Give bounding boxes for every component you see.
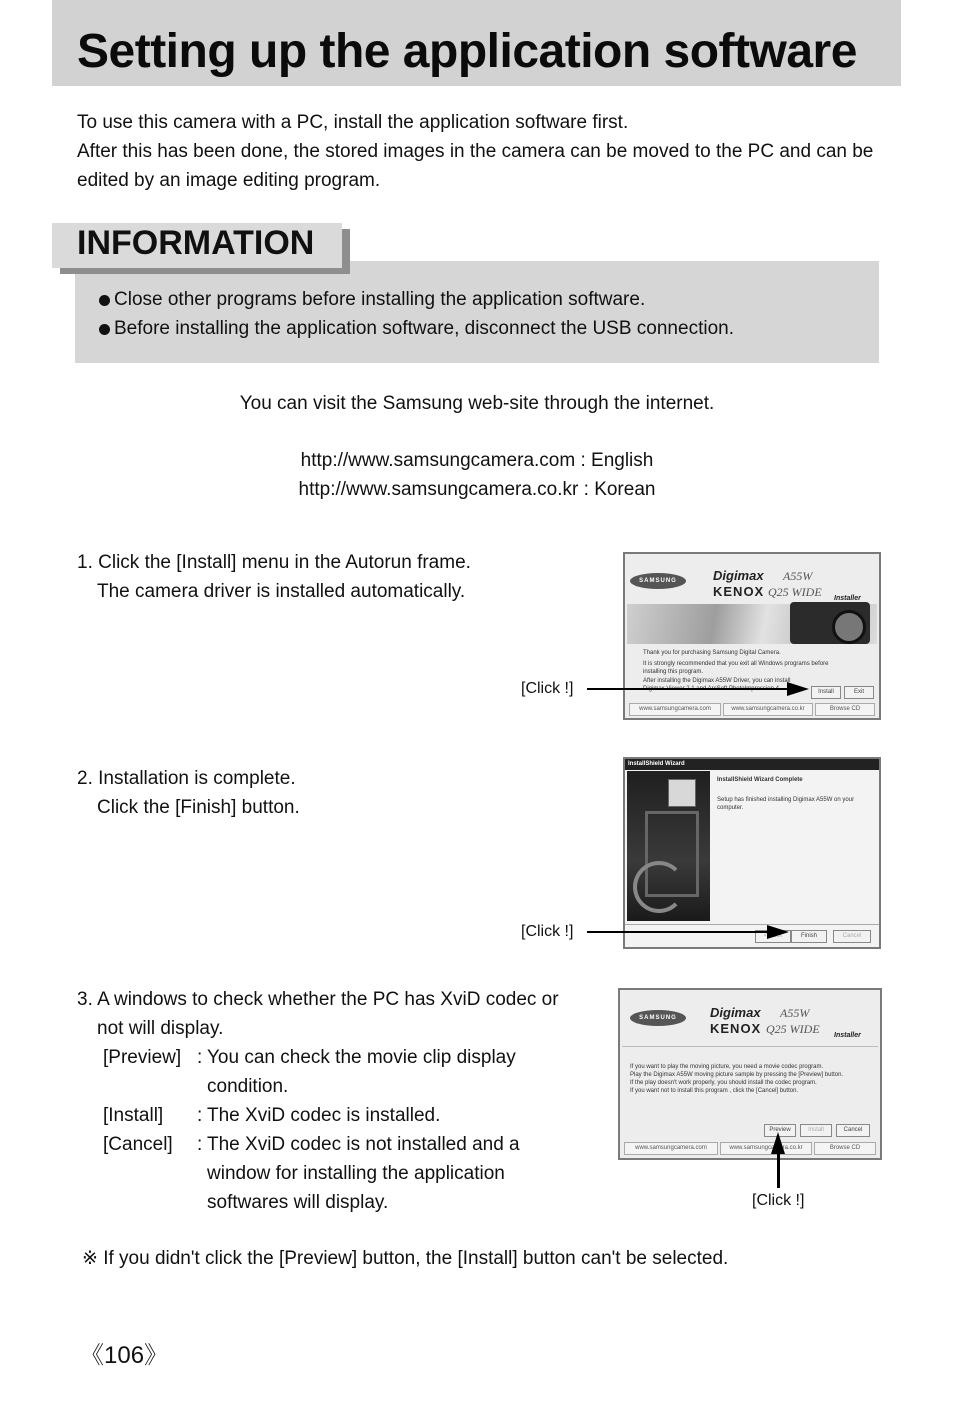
codec-line-1: If you want to play the moving picture, you need a movie codec program. (630, 1064, 824, 1070)
wizard-window-title: InstallShield Wizard (628, 761, 685, 767)
codec-line-3: If the play doesn't work properly, you should install the codec program. (630, 1080, 817, 1086)
samsung-logo: SAMSUNG (630, 1010, 686, 1026)
option-desc (207, 1130, 527, 1217)
option-colon: : (197, 1134, 203, 1155)
option-install (77, 1101, 577, 1130)
step-1 (77, 548, 471, 606)
codec-screenshot (618, 988, 882, 1160)
kenox-brand: KENOX (710, 1021, 762, 1036)
option-preview (77, 1043, 577, 1101)
step-1-line-1: 1. Click the [Install] menu in the Autorun frame. (77, 552, 471, 573)
install-button[interactable]: Install (800, 1124, 832, 1137)
url-korean[interactable]: www.samsungcamera.co.kr (720, 1142, 812, 1155)
click-label-2: [Click !] (521, 923, 574, 940)
exit-button[interactable]: Exit (844, 686, 874, 699)
arrow-1-head (787, 682, 809, 696)
footnote: ※ If you didn't click the [Preview] button, the [Install] button can't be selected. (82, 1248, 729, 1269)
kenox-brand: KENOX (713, 584, 765, 599)
website-korean-link[interactable]: http://www.samsungcamera.co.kr : Korean (298, 479, 656, 500)
option-key: [Cancel] (103, 1134, 173, 1155)
step-2-line-2: Click the [Finish] button. (97, 797, 300, 818)
step-1-line-2: The camera driver is installed automatically. (97, 581, 466, 602)
model-q25: Q25 WIDE (768, 585, 822, 599)
option-key: [Preview] (103, 1047, 182, 1068)
arrow-1-line (587, 688, 787, 690)
back-button[interactable]: < Back (755, 930, 791, 943)
step-2 (77, 764, 300, 822)
cancel-button[interactable]: Cancel (836, 1124, 870, 1137)
option-desc-line: softwares will display. (207, 1192, 389, 1213)
option-desc-line: window for installing the application (207, 1163, 505, 1184)
installer-screenshot (623, 552, 881, 720)
website-english-link[interactable]: http://www.samsungcamera.com : English (300, 450, 654, 471)
model-a55w: A55W (780, 1006, 810, 1020)
click-label-1: [Click !] (521, 680, 574, 697)
intro-text (77, 108, 877, 195)
install-button[interactable]: Install (811, 686, 841, 699)
url-korean[interactable]: www.samsungcamera.co.kr (723, 703, 813, 716)
option-cancel (77, 1130, 577, 1217)
information-item: Close other programs before installing the application software. (96, 285, 734, 314)
model-a55w: A55W (783, 569, 813, 583)
codec-line-4: If you want not to install this program , click the [Cancel] button. (630, 1088, 799, 1094)
step-3-line-1: 3. A windows to check whether the PC has XviD codec or (77, 989, 559, 1010)
step-2-line-1: 2. Installation is complete. (77, 768, 296, 789)
installer-line-2: It is strongly recommended that you exit all Windows programs before installing this program. (643, 661, 829, 675)
option-desc (207, 1043, 527, 1101)
page-title: Setting up the application software (77, 25, 857, 78)
wizard-heading: InstallShield Wizard Complete (717, 777, 803, 783)
installer-label: Installer (834, 1032, 861, 1039)
wizard-divider (625, 924, 879, 925)
codec-divider (622, 1046, 878, 1047)
information-item: Before installing the application software, disconnect the USB connection. (96, 314, 734, 343)
finish-button[interactable]: Finish (791, 930, 827, 943)
information-heading: INFORMATION (77, 224, 315, 262)
arrow-3-head (771, 1132, 785, 1154)
installer-line-3: After installing the Digimax A55W Driver, you can install (643, 678, 791, 684)
preview-button[interactable]: Preview (764, 1124, 796, 1137)
option-colon: : (197, 1105, 203, 1126)
codec-line-2: Play the Digimax A55W moving picture sample by pressing the [Preview] button. (630, 1072, 844, 1078)
option-desc-line: The XviD codec is not installed and a (207, 1134, 520, 1155)
wizard-cancel-button[interactable]: Cancel (833, 930, 871, 943)
information-list (96, 285, 734, 343)
installer-label: Installer (834, 595, 861, 602)
url-english[interactable]: www.samsungcamera.com (624, 1142, 718, 1155)
intro-line-2: After this has been done, the stored images in the camera can be moved to the PC and can be edited by an image editing program. (77, 141, 874, 191)
model-q25: Q25 WIDE (766, 1022, 820, 1036)
option-desc-line: The XviD codec is installed. (207, 1105, 441, 1126)
browse-cd-button[interactable]: Browse CD (814, 1142, 876, 1155)
digimax-brand: Digimax (710, 1005, 761, 1020)
arrow-2-line (587, 931, 767, 933)
installer-line-1: Thank you for purchasing Samsung Digital Camera. (643, 650, 781, 656)
camera-image (790, 602, 870, 644)
samsung-logo: SAMSUNG (630, 573, 686, 589)
wizard-message: Setup has finished installing Digimax A55W on your computer. (717, 797, 855, 811)
intro-line-1: To use this camera with a PC, install the application software first. (77, 112, 629, 133)
wizard-screenshot (623, 757, 881, 949)
arrow-2-head (767, 925, 789, 939)
click-label-3: [Click !] (752, 1192, 805, 1209)
url-english[interactable]: www.samsungcamera.com (629, 703, 721, 716)
arrow-3-line (777, 1152, 780, 1188)
option-desc-line: You can check the movie clip display (207, 1047, 516, 1068)
digimax-brand: Digimax (713, 568, 764, 583)
browse-cd-button[interactable]: Browse CD (815, 703, 875, 716)
option-desc-line: condition. (207, 1076, 289, 1097)
step-3-line-2: not will display. (97, 1018, 224, 1039)
page-number: 《106》 (80, 1342, 169, 1369)
option-key: [Install] (103, 1105, 164, 1126)
step-3 (77, 985, 577, 1217)
option-desc (207, 1101, 527, 1130)
website-lead: You can visit the Samsung web-site through the internet. (239, 393, 715, 414)
wizard-side-graphic (627, 771, 710, 921)
option-colon: : (197, 1047, 203, 1068)
